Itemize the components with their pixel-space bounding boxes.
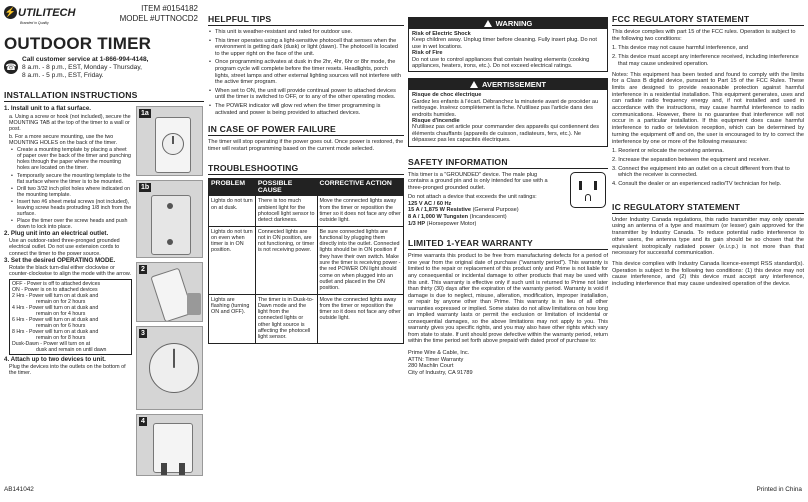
installation-heading: INSTALLATION INSTRUCTIONS <box>4 90 204 102</box>
installation-steps <box>4 106 132 377</box>
warranty-address <box>408 350 608 377</box>
list-item: • This unit is weather-resistant and rated for outdoor use. <box>208 29 404 36</box>
item-number: ITEM #0154182 <box>141 4 198 13</box>
step-1a: a. Using a screw or hook (not included), secure the MOUNTING TAB at the top of the timer to a wall or post. <box>9 113 131 133</box>
table-cell: Lights do not turn on even when timer is in ON position. <box>209 226 256 294</box>
warranty-heading: LIMITED 1-YEAR WARRANTY <box>408 238 608 250</box>
table-cell: There is too much ambient light for the photocell light sensor to detect darkness. <box>255 196 317 226</box>
mode-2hr-cont: remain on for 2 hours <box>36 299 86 306</box>
rating-resistive-desc: (General Purpose) <box>471 207 519 214</box>
mode-dusk-dawn-cont: dusk and remain on until dawn <box>36 347 107 354</box>
mode-6hr-cont: remain on for 6 hours <box>36 323 86 330</box>
table-cell: Move the connected lights away from the timer or reposition the timer so it does not face any other outside light. <box>317 294 403 343</box>
ic-paragraph-2: This device complies with Industry Canada licence-exempt RSS standard(s). Operation is subject to the following two conditions: (1) this device may not cause interference, and (2) this device must accept any interference, including interference that may cause undesired operation of the device. <box>612 260 804 288</box>
table-cell: Move the connected lights away from the timer or reposition the timer so it does not face any other outside light. <box>317 196 403 226</box>
step-3-title: 3. Set the desired OPERATING MODE. <box>4 257 116 264</box>
list-item: • When set to ON, the unit will provide continual power to attached devices until the timer is switched to OFF, or to any of the other operating modes. <box>208 88 404 101</box>
photo-1b <box>136 180 203 258</box>
warning-triangle-icon <box>470 81 478 88</box>
photo-4 <box>136 414 203 476</box>
service-hours-weekday: 8 a.m. - 8 p.m., EST, Monday - Thursday, <box>22 64 142 71</box>
list-item: • Insert two #6 sheet metal screws (not included), leaving screw heads protruding 1/8 inch from the surface. <box>10 199 132 217</box>
model-number: MODEL #UTTNOCD2 <box>119 14 198 23</box>
table-header-row <box>209 178 404 196</box>
address-line: City of Industry, CA 91789 <box>408 370 473 377</box>
step-1-title: 1. Install unit to a flat surface. <box>4 105 91 112</box>
incendie-title: Risque d'incendie <box>412 118 460 125</box>
warning-triangle-icon <box>484 20 492 27</box>
list-item: • Temporarily secure the mounting template to the flat surface where the timer is to be mounted. <box>10 173 132 185</box>
mode-8hr: 8 Hrs - Power will turn on at dusk and <box>12 329 99 336</box>
fire-title: Risk of Fire <box>412 50 443 57</box>
mode-4hr-cont: remain on for 4 hours <box>36 311 86 318</box>
outlet-icon <box>570 172 606 208</box>
photo-3 <box>136 326 203 410</box>
mode-dusk-dawn: Dusk-Dawn - Power will turn on at <box>12 341 91 348</box>
mounting-steps <box>4 147 132 230</box>
safety-text: This timer is a "GROUNDED" device. The male plug contains a ground pin and is only intended for use with a three-pronged grounded outlet. <box>408 171 548 192</box>
mode-6hr: 6 Hrs - Power will turn on at dusk and <box>12 317 99 324</box>
table-cell: Lights are flashing (turning ON and OFF). <box>209 294 256 343</box>
brand-tagline: Branded in Quality <box>20 21 49 25</box>
avertissement-box <box>408 78 608 146</box>
fcc-measure-2: 2. Increase the separation between the equipment and receiver. <box>612 156 770 163</box>
rating-tungsten: 8 A / 1,000 W Tungsten <box>408 213 469 220</box>
ic-paragraph-1: Under Industry Canada regulations, this radio transmitter may only operate using an antenna of a type and maximum (or lesser) gain approved for the transmitter by Industry Canada. To reduce potential radio interference to other users, the antenna type and its gain should be so chosen that the equivalent isotropically radiated power (e.i.r.p.) is not more than that necessary for successful communication. <box>612 216 804 257</box>
fcc-intro: This device complies with part 15 of the FCC rules. Operation is subject to the following two conditions: <box>612 29 796 42</box>
col-cause: POSSIBLE CAUSE <box>255 178 317 196</box>
address-line: ATTN: Timer Warranty <box>408 356 464 363</box>
step-3-text: Rotate the black turn-dial either clockwise or counter-clockwise to align the mode with the arrow. <box>9 264 131 277</box>
warning-heading: WARNING <box>495 19 533 28</box>
table-cell: Be sure connected lights are functional by plugging them directly into the outlet. Connected lights should be in ON position if they have their own switch. Make sure the timer is receiving power - the red POWER ON light should come on when plugged into an outlet and placed in the ON position. <box>317 226 403 294</box>
photo-label: 1b <box>141 184 150 191</box>
photo-1a <box>136 106 203 176</box>
header-block <box>4 4 204 28</box>
rating-voltage: 125 V AC / 60 Hz <box>408 200 452 207</box>
service-hours-friday: 8 a.m. - 5 p.m., EST, Friday. <box>22 72 104 79</box>
column-tips <box>208 0 404 502</box>
list-item: • This timer operates using a light-sensitive photocell that senses when the environment is getting dark (dusk) or light (dawn). The photocell is located to the upper right on the face of the unit. <box>208 38 404 58</box>
lightning-icon: ⚡ <box>4 7 17 17</box>
ic-heading: IC REGULATORY STATEMENT <box>612 202 804 214</box>
mode-on: ON - Power is on to attached devices <box>12 287 98 294</box>
page-title: OUTDOOR TIMER <box>4 34 152 53</box>
mode-4hr: 4 Hrs - Power will turn on at dusk and <box>12 305 99 312</box>
helpful-tips-heading: HELPFUL TIPS <box>208 14 404 26</box>
choc-text: Gardez les enfants à l'écart. Débranchez la minuterie avant de procéder au nettoyage. Insérez complètement la fiche. N'utilisez pas l'article dans des endroits humides. <box>412 98 599 118</box>
mode-off: OFF - Power is off to attached devices <box>12 281 101 288</box>
fcc-condition-2: 2. This device must accept any interference received, including interference that may cause undesired operation. <box>612 54 799 67</box>
list-item: • Place the timer over the screw heads and push down to lock into place. <box>10 218 132 230</box>
photo-label: 4 <box>141 418 145 425</box>
photo-label: 1a <box>141 110 149 117</box>
list-item: • Drill two 3/32 inch pilot holes where indicated on the mounting template. <box>10 186 132 198</box>
mode-list <box>9 279 132 355</box>
incendie-text: N'utilisez pas cet article pour commander des appareils qui contiennent des éléments chauffants (appareils de cuisson, radiateurs, fers, etc.). Ne dépassez pas les capacités électriques. <box>412 124 600 144</box>
warranty-text: Prime warrants this product to be free from manufacturing defects for a period of one year from the original date of purchase ("warranty period"). This warranty is limited to the repair or replacement of this product only and Prime is not liable for any consequential or incidental damage to other products that may be used with this unit. This warranty is effective only if such unit is returned to Prime not later than thirty (30) days after the expiration of the warranty period. Warranty is void if damage is due to neglect, misuse, alteration, modification, improper installation, or repair by anyone other than Prime. This warranty is in lieu of all other warranties expressed or implied. Some states do not allow limitations on how long an implied warranty lasts or permit the exclusion or limitation of incidental or consequential damages, so the above limitations may not apply to you. This warranty gives you specific rights, and you may also have other rights which vary from state to state. If unit should prove defective within the warranty period, return within the time period set forth above prepaid with dated proof of purchase to: <box>408 253 608 345</box>
troubleshooting-heading: TROUBLESHOOTING <box>208 163 404 175</box>
power-failure-text: The timer will stop operating if the power goes out. Once power is restored, the timer will restart programming based on the current mode selected. <box>208 139 404 152</box>
step-2-title: 2. Plug unit into an electrical outlet. <box>4 230 109 238</box>
step-4-title: 4. Attach up to two devices to unit. <box>4 356 106 364</box>
customer-service <box>4 56 204 86</box>
mode-8hr-cont: remain on for 8 hours <box>36 335 86 342</box>
address-line: Prime Wire & Cable, Inc. <box>408 349 470 356</box>
list-item: • Create a mounting template by placing a sheet of paper over the back of the timer and punching holes through the paper where the mounting holes are located on the timer. <box>10 147 132 171</box>
col-problem: PROBLEM <box>209 178 256 196</box>
fcc-measure-3: 3. Connect the equipment into an outlet on a circuit different from that to which the receiver is connected. <box>612 165 790 179</box>
table-cell: Lights do not turn on at dusk. <box>209 196 256 226</box>
list-item: • The POWER indicator will glow red when the timer programming is activated and power is being provided to attached devices. <box>208 103 404 116</box>
ratings-intro: Do not attach a device that exceeds the unit ratings: <box>408 193 537 200</box>
step-4-text: Plug the devices into the outlets on the bottom of the timer. <box>9 364 126 377</box>
rating-resistive: 15 A / 1,875 W Resistive <box>408 207 472 214</box>
step-1b: b. For a more secure mounting, use the two MOUNTING HOLES on the back of the timer. <box>9 133 118 146</box>
fcc-heading: FCC REGULATORY STATEMENT <box>612 14 804 26</box>
fire-text: Do not use to control appliances that contain heating elements (cooking appliances, heaters, irons, etc.). Do not exceed electrical ratings. <box>412 56 590 70</box>
brand-logo <box>4 6 75 19</box>
table-cell: The timer is in Dusk-to-Dawn mode and the light from the connected lights or other light source is affecting the photocell light sensor. <box>255 294 317 343</box>
warning-box <box>408 17 608 72</box>
phone-icon: ☎ <box>5 62 17 72</box>
table-cell: Connected lights are not in ON position, are not functioning, or timer is not receiving power. <box>255 226 317 294</box>
footer-code: AB141042 <box>4 486 34 493</box>
rating-hp-desc: (Horsepower Motor) <box>425 220 477 227</box>
power-failure-heading: IN CASE OF POWER FAILURE <box>208 124 404 136</box>
safety-heading: SAFETY INFORMATION <box>408 157 608 169</box>
column-installation <box>4 0 204 502</box>
printed-in: Printed in China <box>756 486 802 493</box>
photo-2 <box>136 262 203 322</box>
table-row <box>209 226 404 294</box>
photo-label: 3 <box>141 330 145 337</box>
rating-hp: 1/3 HP <box>408 220 426 227</box>
service-phone: Call customer service at 1-866-994-4148, <box>22 56 149 63</box>
brand-name: UTILITECH <box>18 6 76 19</box>
rating-tungsten-desc: (Incandescent) <box>468 213 507 220</box>
helpful-tips-list <box>208 29 404 116</box>
shock-text: Keep children away. Unplug timer before cleaning. Fully insert plug. Do not use in wet locations. <box>412 37 597 50</box>
choc-title: Risque de choc électrique <box>412 92 482 99</box>
fcc-measure-1: 1. Reorient or relocate the receiving antenna. <box>612 148 724 155</box>
table-row <box>209 294 404 343</box>
column-regulatory <box>612 0 804 502</box>
troubleshooting-table <box>208 178 404 344</box>
column-safety <box>408 0 608 502</box>
mode-2hr: 2 Hrs - Power will turn on at dusk and <box>12 293 99 300</box>
table-row <box>209 196 404 226</box>
fcc-notes: Notes: This equipment has been tested and found to comply with the limits for a Class B digital device, pursuant to Part 15 of the FCC Rules. These limits are designed to provide reasonable protection against harmful interference in a residential installation. This equipment generates, uses and can radiate radio frequency energy and, if not installed and used in accordance with the instructions, may cause harmful interference to radio communications. However, there is no guarantee that interference will not occur in a particular installation. If this equipment does cause harmful interference to radio or television reception, which can be determined by turning the equipment off and on, the user is encouraged to try to correct the interference by one or more of the following measures: <box>612 71 804 145</box>
fcc-condition-1: 1. This device may not cause harmful interference, and <box>612 45 749 52</box>
avertissement-heading: AVERTISSEMENT <box>482 80 546 90</box>
col-action: CORRECTIVE ACTION <box>317 178 403 196</box>
shock-title: Risk of Electric Shock <box>412 31 471 37</box>
fcc-measure-4: 4. Consult the dealer or an experienced radio/TV technician for help. <box>612 181 782 188</box>
photo-label: 2 <box>141 266 145 273</box>
avertissement-bar <box>409 79 607 90</box>
address-line: 280 Machlin Court <box>408 363 454 370</box>
warning-bar <box>409 18 607 29</box>
step-2-text: Use an outdoor-rated three-pronged grounded electrical outlet. Do not use extension cords to connect the timer to the power source. <box>9 238 120 257</box>
list-item: • Once programming activates at dusk in the 2hr, 4hr, 6hr or 8hr mode, the program cycle will complete before the timer resets. Headlights, porch lights, street lamps and other external lighting sources will not interfere with the active timer program. <box>208 59 404 85</box>
